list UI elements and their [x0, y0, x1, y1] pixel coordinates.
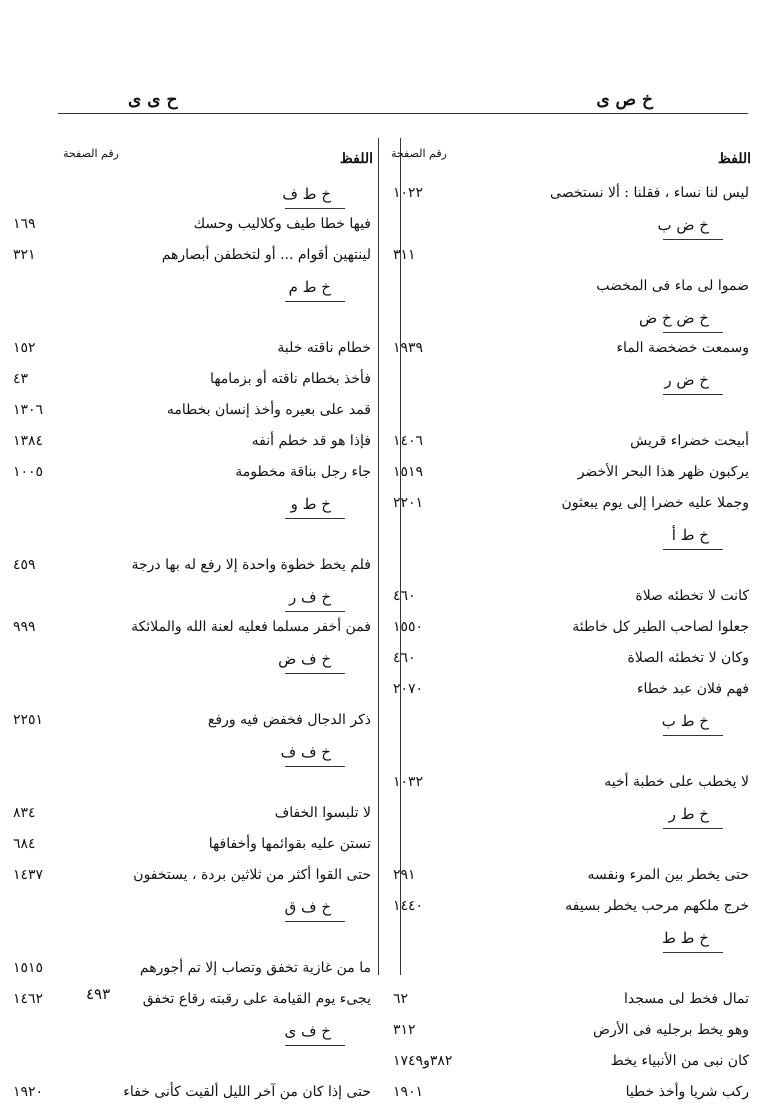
entry-text: حتى يخطر بين المرء ونفسه	[587, 867, 749, 883]
entry-text: فمن أخفر مسلما فعليه لعنة الله والملائكة	[131, 619, 371, 635]
column-divider	[378, 138, 379, 975]
root-letters: خ ض ب	[657, 216, 709, 234]
entry-row	[393, 770, 751, 801]
root-letters: خ ض ر	[664, 371, 709, 389]
page-ref: ١٩٣٩	[393, 340, 424, 356]
left-column	[13, 145, 373, 1111]
entry-row	[73, 305, 373, 336]
page-ref: ٩٩٩	[13, 619, 36, 635]
root-heading-row	[73, 491, 373, 522]
entry-row	[393, 1018, 751, 1049]
header-left-root: ح ى ى	[128, 90, 178, 110]
root-underline	[663, 735, 723, 736]
page-ref: ٢٠٧٠	[393, 681, 424, 697]
page-ref: ٤٦٠	[393, 588, 416, 604]
page-ref: ٣١٢	[393, 1022, 416, 1038]
entry-text: فهم فلان عبد خطاء	[636, 681, 749, 697]
root-underline	[285, 208, 345, 209]
entry-text: حتى إذا كان من آخر الليل ألقيت كأنى خفاء	[123, 1084, 371, 1100]
page-ref: ١٤٠٦	[393, 433, 424, 449]
right-column	[391, 145, 751, 1111]
page-ref: ٦٢	[393, 991, 409, 1007]
entry-text: جاء رجل بناقة مخطومة	[235, 464, 371, 480]
entry-row	[393, 1080, 751, 1111]
entry-row	[401, 956, 751, 987]
page-ref: ٤٣	[13, 371, 29, 387]
page-ref: ٦٨٤	[13, 836, 36, 852]
entry-row	[13, 615, 373, 646]
entry-row	[13, 336, 373, 367]
root-underline	[663, 332, 723, 333]
root-heading-row	[73, 181, 373, 212]
entry-text: وكان لا تخطئه الصلاة	[627, 650, 749, 666]
entry-text: ضموا لى ماء فى المخضب	[596, 278, 749, 294]
entry-text: أبيحت خضراء قريش	[630, 433, 749, 449]
entry-row	[13, 429, 373, 460]
root-underline	[663, 549, 723, 550]
root-underline	[663, 239, 723, 240]
entry-text: وهو يخط برجليه فى الأرض	[593, 1022, 749, 1038]
root-underline	[285, 518, 345, 519]
entry-row	[393, 584, 751, 615]
entry-text: ما من غازية تخفق وتصاب إلا تم أجورهم	[139, 960, 371, 976]
entry-text: حتى القوا أكثر من ثلاثين بردة ، يستخفون	[133, 867, 371, 883]
root-letters: خ ض خ ض	[639, 309, 709, 327]
root-underline	[285, 673, 345, 674]
root-letters: خ ط أ	[671, 526, 709, 544]
page-ref: ١٤٣٧	[13, 867, 44, 883]
page-ref: ١٥٥٠	[393, 619, 424, 635]
entry-row	[393, 677, 751, 708]
page-ref: ١٩٠١	[393, 1084, 424, 1100]
entry-text: فأخذ بخطام ناقته أو بزمامها	[210, 371, 371, 387]
page-ref: ١٣٨٤	[13, 433, 44, 449]
entry-row	[13, 708, 373, 739]
page-ref: ٣٨٢و١٧٤٩	[393, 1053, 453, 1069]
entry-row	[401, 739, 751, 770]
entry-text: جعلوا لصاحب الطير كل خاطئة	[572, 619, 749, 635]
root-letters: خ ف ر	[288, 588, 331, 606]
entry-text: فلم يخط خطوة واحدة إلا رفع له بها درجة	[131, 557, 371, 573]
page-ref: ١٩٢٠	[13, 1084, 44, 1100]
entry-row	[13, 832, 373, 863]
entry-row	[393, 491, 751, 522]
root-letters: خ ط ف	[282, 185, 331, 203]
entry-row	[13, 398, 373, 429]
entry-text: وجملا عليه خضرا إلى يوم يبعثون	[561, 495, 749, 511]
page-ref: ٢٩١	[393, 867, 416, 883]
root-letters: خ ف ى	[284, 1022, 331, 1040]
page-ref: ١٤٦٢	[13, 991, 44, 1007]
root-underline	[663, 828, 723, 829]
entry-row	[73, 677, 373, 708]
entry-row	[13, 243, 373, 274]
root-underline	[285, 1045, 345, 1046]
entry-row	[393, 243, 751, 274]
page-ref: ٤٥٩	[13, 557, 36, 573]
top-rule	[58, 113, 748, 114]
entry-row	[393, 615, 751, 646]
entry-text: ليس لنا نساء ، فقلنا : ألا نستخصى	[550, 185, 749, 201]
header-right-root: خ ص ى	[596, 90, 653, 110]
root-heading-row	[401, 708, 751, 739]
entry-row	[73, 1049, 373, 1080]
entry-row	[13, 801, 373, 832]
entry-row	[393, 429, 751, 460]
entry-text: تمال فخط لى مسجدا	[624, 991, 749, 1007]
entry-text: كان نبى من الأنبياء يخط	[610, 1053, 749, 1069]
root-letters: خ ط م	[288, 278, 331, 296]
entry-text: فإذا هو قد خطم أنفه	[251, 433, 371, 449]
entry-text: خرج ملكهم مرحب يخطر بسيفه	[565, 898, 749, 914]
entry-text: فيها خطا طيف وكلاليب وحسك	[193, 216, 371, 232]
page-ref: ١٤٤٠	[393, 898, 424, 914]
root-heading-row	[401, 212, 751, 243]
root-letters: خ ط ط	[662, 929, 709, 947]
entry-row	[401, 398, 751, 429]
entry-text: ذكر الدجال فخفض فيه ورفع	[207, 712, 371, 728]
entry-row	[393, 336, 751, 367]
column-header	[391, 145, 751, 181]
root-heading-row	[73, 894, 373, 925]
root-letters: خ ف ق	[284, 898, 331, 916]
entry-row	[73, 522, 373, 553]
root-heading-row	[73, 739, 373, 770]
entry-row	[393, 863, 751, 894]
root-heading-row	[73, 1018, 373, 1049]
page-ref: ٢٢٥١	[13, 712, 44, 728]
page-number: ٤٩٣	[86, 985, 111, 1003]
page-ref: ١٥١٩	[393, 464, 424, 480]
root-letters: خ ط ر	[668, 805, 709, 823]
root-underline	[285, 766, 345, 767]
root-heading-row	[401, 367, 751, 398]
entry-row	[13, 212, 373, 243]
page-ref: ١٠٢٢	[393, 185, 424, 201]
entry-text: يركبون ظهر هذا البحر الأخضر	[577, 464, 749, 480]
entry-text: لا تلبسوا الخفاف	[274, 805, 371, 821]
entry-text: يجىء يوم القيامة على رقبته رقاع تخفق	[142, 991, 371, 1007]
page-heading: رقم الصفحة	[63, 147, 119, 160]
entry-row	[393, 460, 751, 491]
page-ref: ١٠٣٢	[393, 774, 424, 790]
root-letters: خ ط ب	[661, 712, 709, 730]
page-ref: ٤٦٠	[393, 650, 416, 666]
entry-row	[393, 894, 751, 925]
root-heading-row	[401, 801, 751, 832]
root-heading-row	[401, 305, 751, 336]
word-heading: اللفظ	[339, 151, 373, 167]
root-heading-row	[401, 925, 751, 956]
root-letters: خ ط و	[290, 495, 331, 513]
entry-row	[13, 863, 373, 894]
entry-row	[13, 956, 373, 987]
root-underline	[285, 611, 345, 612]
entry-row	[401, 274, 751, 305]
page-ref: ١٠٠٥	[13, 464, 44, 480]
entry-text: لا يخطب على خطبة أخيه	[604, 774, 749, 790]
entry-text: لينتهين أقوام ... أو لتخطفن أبصارهم	[161, 247, 371, 263]
root-heading-row	[73, 646, 373, 677]
page-ref: ٢٢٠١	[393, 495, 424, 511]
entry-row	[393, 646, 751, 677]
entry-row	[13, 367, 373, 398]
entry-text: وسمعت خضخضة الماء	[616, 340, 749, 356]
entry-row	[393, 987, 751, 1018]
page-ref: ٣١١	[393, 247, 416, 263]
root-underline	[663, 394, 723, 395]
page-ref: ١٥٢	[13, 340, 36, 356]
column-header	[63, 145, 373, 181]
word-heading: اللفظ	[717, 151, 751, 167]
entry-row	[393, 1049, 751, 1080]
root-underline	[285, 921, 345, 922]
root-heading-row	[73, 584, 373, 615]
page-ref: ١٦٩	[13, 216, 36, 232]
page-ref: ٨٣٤	[13, 805, 36, 821]
root-heading-row	[73, 274, 373, 305]
root-underline	[663, 952, 723, 953]
entry-row	[393, 181, 751, 212]
root-underline	[285, 301, 345, 302]
entry-row	[13, 1080, 373, 1111]
page-ref: ١٥١٥	[13, 960, 44, 976]
entry-row	[13, 553, 373, 584]
entry-row	[401, 553, 751, 584]
entry-row	[13, 460, 373, 491]
page-ref: ١٣٠٦	[13, 402, 44, 418]
entry-text: خطام ناقته خلبة	[277, 340, 371, 356]
entry-text: كانت لا تخطئه صلاة	[635, 588, 749, 604]
page-ref: ٣٢١	[13, 247, 36, 263]
entry-text: تستن عليه بقوائمها وأخفافها	[208, 836, 371, 852]
page-heading: رقم الصفحة	[391, 147, 447, 160]
entry-text: قمد على بعيره وأخذ إنسان بخطامه	[166, 402, 371, 418]
root-letters: خ ف ض	[278, 650, 331, 668]
root-heading-row	[401, 522, 751, 553]
entry-row	[13, 987, 373, 1018]
entry-row	[73, 770, 373, 801]
entry-row	[401, 832, 751, 863]
root-letters: خ ف ف	[280, 743, 331, 761]
entry-row	[73, 925, 373, 956]
entry-text: ركب شريا وأخذ خطيا	[625, 1084, 749, 1100]
